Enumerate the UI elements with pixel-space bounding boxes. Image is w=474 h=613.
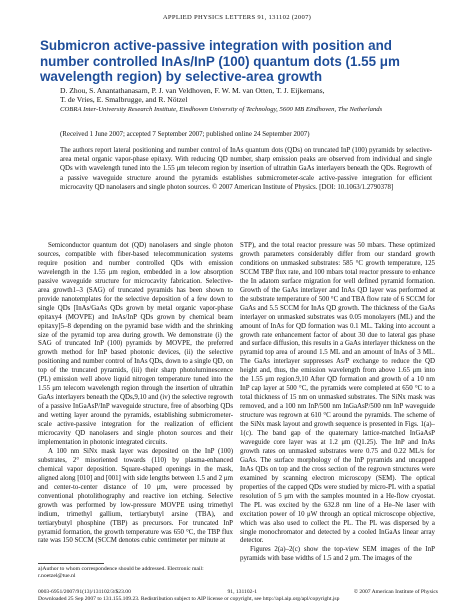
abstract: The authors report lateral positioning and number control of InAs quantum dots (QDs) on truncated InP (100) pyramids by selective-area metal organic vapor-phase epitaxy. With reducing QD number, sharp emission peaks are observed from individual and single QDs with wavelength tuned into the 1.55 μm telecom region by insertion of ultrathin GaAs interlayers beneath the QDs. Regrowth of a passive waveguide structure around the pyramids establishes submicrometer-scale active-passive integration for efficient microcavity QD nanolasers and single photon sources. © 2007 American Institute of Physics. [DOI: 10.1063/1.2790378] <box>60 147 432 191</box>
article-title: Submicron active-passive integration with position and number controlled InAs/InP (100) quantum dots (1.55 μm wavelength region) by selective-area growth <box>40 38 400 84</box>
body-paragraph: Semiconductor quantum dot (QD) nanolasers and single photon sources, compatible with fiber-based telecommunication systems require position and number controlled QDs with emission wavelength in the 1.55 μm region, embedded in a low absorption passive waveguide structure for microcavity fabrication. Selective-area growth1–3 (SAG) of truncated pyramids has been shown to provide nanotemplates for the selective deposition of a few down to single QDs [InAs/GaAs QDs grown by metal organic vapor-phase epitaxy4 (MOVPE) and InAs/InP QDs grown by chemical beam epitaxy]5–8 depending on the pyramid base width and the shrinking size of the pyramid top area during growth. We demonstrate (i) the SAG of truncated InP (100) pyramids by MOVPE, the preferred growth method for InP based photonic devices, (ii) the selective positioning and number control of InAs QDs, down to a single QD, on top of the truncated pyramids, (iii) their sharp photoluminescence (PL) emission well above liquid nitrogen temperature tuned into the 1.55 μm telecom wavelength region through the insertion of ultrathin GaAs interlayers beneath the QDs,9,10 and (iv) the selective regrowth of a passive InGaAsP/InP waveguide structure, free of absorbing QDs and wetting layer around the pyramids, establishing submicrometer-scale active-passive integration for the realization of efficient microcavity QD nanolasers and single photon sources and their implementation in photonic integrated circuits. <box>38 242 233 446</box>
footer-page-number: 91, 131102-1 <box>227 589 258 595</box>
body-paragraph: Figures 2(a)–2(c) show the top-view SEM images of the InP pyramids with base widths of 1.5 and 2 μm. The images of the <box>240 546 435 563</box>
footnote-divider <box>38 563 104 564</box>
received-dates: (Received 1 June 2007; accepted 7 September 2007; published online 24 September 2007) <box>60 131 310 138</box>
body-column-right <box>240 242 435 564</box>
author-list <box>60 86 440 105</box>
author-line-2: T. de Vries, E. Smalbrugge, and R. Nötzel <box>60 95 188 105</box>
body-paragraph: STP), and the total reactor pressure was 50 mbars. These optimized growth parameters considerably differ from our standard growth conditions on unmasked substrates: 585 °C growth temperature, 125 SCCM TBP flux rate, and 100 mbars total reactor pressure to enhance the In adatom surface migration for well defined pyramid formation. Growth of the GaAs interlayer and InAs QD layer was performed at the substrate temperature of 500 °C and TBA flow rate of 6 SCCM for GaAs and 5.5 SCCM for InAs QD growth. The thickness of the GaAs interlayer on unmasked substrates was 0.05 monolayers (ML) and the amount of InAs for QD formation was 0.1 ML. Taking into account a growth rate enhancement factor of about 30 due to lateral gas phase and surface diffusion, this results in a GaAs interlayer thickness on the pyramid top area of around 1.5 ML and an amount of InAs of 3 ML. The GaAs interlayer suppresses As/P exchange to reduce the QD height and, thus, the emission wavelength from above 1.65 μm into the 1.55 μm region.9,10 After QD formation and growth of a 10 nm InP cap layer at 500 °C, the pyramids were completed at 650 °C to a total thickness of 15 nm on unmasked substrates. The SiNx mask was removed, and a 100 nm InP/500 nm InGaAsP/500 nm InP waveguide structure was regrown at 610 °C around the pyramids. The scheme of the SiNx mask layout and growth sequence is presented in Figs. 1(a)–1(c). The band gap of the quaternary lattice-matched InGaAsP waveguide core layer was at 1.2 μm (Q1.25). The InP and InAs growth rates on unmasked substrates were 0.75 and 0.22 ML/s for GaAs. The surface morphology of the InP pyramids and uncapped InAs QDs on top and the cross section of the regrown structures were examined by scanning electron microscopy (SEM). The optical properties of the capped QDs were studied by micro-PL with a spatial resolution of 5 μm with the samples mounted in a He-flow cryostat. The PL was excited by the 632.8 nm line of a He–Ne laser with excitation power of 10 μW through an optical microscope objective, which was also used to collect the PL. The PL was dispersed by a single monochromator and detected by a cooled InGaAs linear array detector. <box>240 242 435 545</box>
author-line-1: D. Zhou, S. Anantathanasarn, P. J. van Veldhoven, F. W. M. van Otten, T. J. Eijkemans, <box>60 86 325 95</box>
body-column-left <box>38 242 233 546</box>
running-header: APPLIED PHYSICS LETTERS 91, 131102 (2007) <box>162 14 312 21</box>
footer-copyright: © 2007 American Institute of Physics <box>353 589 438 595</box>
footnote: a)Author to whom correspondence should be addressed. Electronic mail: r.noetzel@tue.nl <box>38 566 204 579</box>
footer-issn: 0003-6951/2007/91(13)/131102/3/$23.00 <box>38 589 131 595</box>
body-paragraph: A 100 nm SiNx mask layer was deposited on the InP (100) substrates, 2° misoriented towards (110) by plasma-enhanced chemical vapor deposition. Square-shaped openings in the mask, aligned along [010] and [001] with side lengths between 1.5 and 2 μm and center-to-center distance of 10 μm, were processed by conventional photolithography and reactive ion etching. Selective growth was performed by low-pressure MOVPE using trimethyl indium, trimethyl gallium, tertiarybutyl arsine (TBA), and tertiarybutyl phosphine (TBP) as precursors. For truncated InP pyramid formation, the growth temperature was 650 °C, the TBP flux rate was 150 SCCM (SCCM denotes cubic centimeter per minute at <box>38 447 233 545</box>
download-notice: Downloaded 25 Sep 2007 to 131.155.109.23. Redistribution subject to AIP license or copyright, see http://apl.aip.org/apl/copyright.jsp <box>38 596 340 602</box>
affiliation: COBRA Inter-University Research Institute, Eindhoven University of Technology, 5600 MB Eindhoven, The Netherlands <box>60 106 383 113</box>
page-footer <box>38 589 438 596</box>
